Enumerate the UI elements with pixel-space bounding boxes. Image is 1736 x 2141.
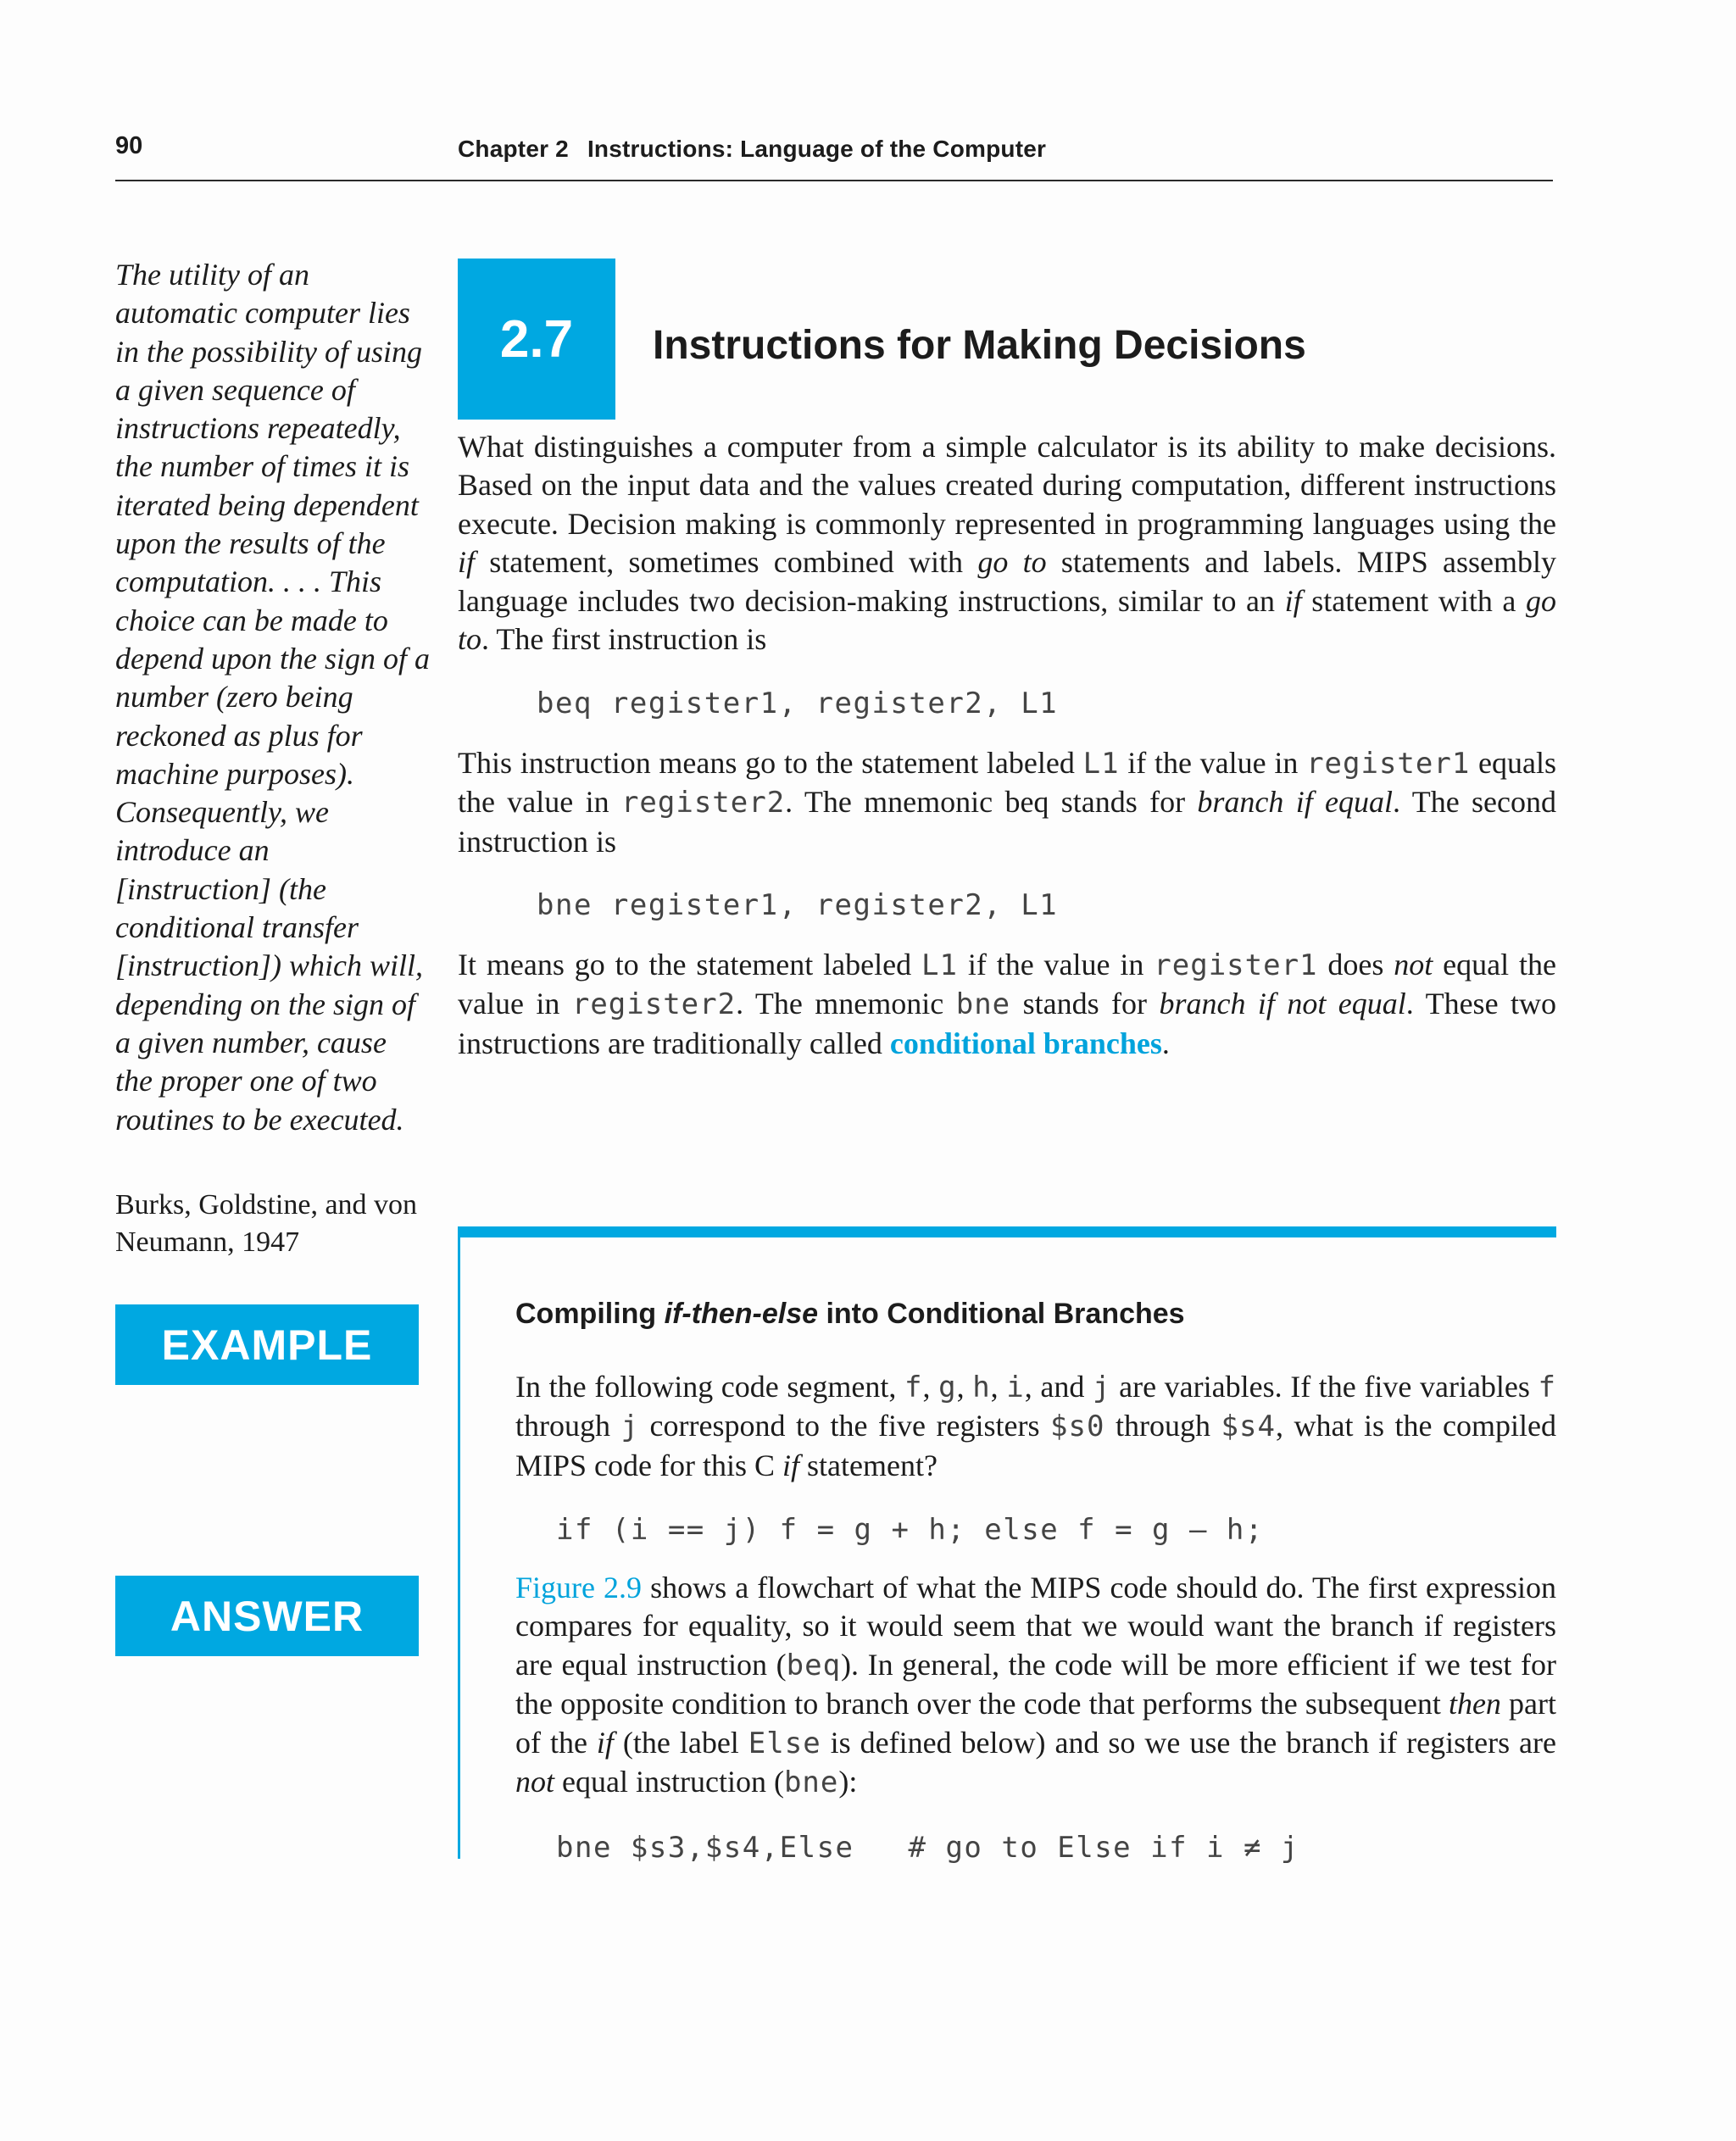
example-label: EXAMPLE: [115, 1304, 419, 1385]
code-inline-j: j: [1093, 1371, 1111, 1404]
ex-text-10: , what is the compiled MIPS code for this C: [515, 1409, 1557, 1482]
chapter-title: Instructions: Language of the Computer: [587, 136, 1047, 162]
bne-text-7: . These two instructions are traditionally called: [458, 987, 1556, 1060]
bne-text-1: It means go to the statement labeled: [458, 948, 921, 982]
bne-text-8: .: [1161, 1026, 1170, 1060]
beq-em: branch if equal: [1197, 785, 1394, 820]
section-number: 2.7: [458, 259, 615, 420]
intro-paragraph: [458, 428, 1556, 659]
code-if-statement: if (i == j) f = g + h; else f = g – h;: [556, 1513, 1264, 1547]
ans-text-4: (the label: [613, 1725, 748, 1760]
ex-text-4: ,: [990, 1370, 1007, 1404]
code-bne-else: [556, 1831, 1299, 1865]
intro-text-1: What distinguishes a computer from a simple calculator is its ability to make decisions. Based on the input data and the values created during computation, different instructions execute. Decision making is commonly represented in programming languages using the: [458, 430, 1556, 541]
beq-text-5: . The second instruction is: [458, 785, 1556, 859]
ans-text-6: equal instruction (: [554, 1765, 784, 1799]
code-inline-s0: $s0: [1050, 1410, 1105, 1444]
code-comment: # go to Else if i ≠ j: [908, 1831, 1299, 1865]
bne-text-6: stands for: [1010, 987, 1160, 1021]
bne-em-not: not: [1394, 948, 1433, 982]
code-inline-else: Else: [748, 1726, 821, 1760]
intro-em-if: if: [458, 545, 476, 580]
intro-em-goto-2: go to: [458, 583, 1557, 657]
beq-text-1: This instruction means go to the statement labeled: [458, 746, 1083, 780]
code-inline-s4: $s4: [1221, 1410, 1276, 1444]
ex-text-2: ,: [922, 1370, 939, 1404]
beq-text-3: equals the value in: [458, 746, 1556, 820]
ans-text-5: is defined below) and so we use the branch if registers are: [821, 1725, 1557, 1760]
ex-text-3: ,: [956, 1370, 973, 1404]
ans-em-then: then: [1448, 1687, 1501, 1721]
bne-em: branch if not equal: [1159, 987, 1406, 1021]
example-left-rule: [458, 1226, 460, 1859]
ans-text-7: ):: [838, 1765, 858, 1799]
code-bne-instruction: bne $s3,$s4,Else: [556, 1831, 854, 1865]
code-inline-register2: register2: [571, 987, 737, 1022]
beq-text-2: if the value in: [1119, 746, 1307, 780]
code-inline-j-2: j: [620, 1410, 640, 1444]
example-top-bar: [458, 1226, 1556, 1237]
code-inline-l1: L1: [921, 948, 958, 982]
code-inline-l1: L1: [1082, 747, 1120, 781]
example-title: [515, 1298, 1185, 1331]
ex-text-5: , and: [1024, 1370, 1093, 1404]
code-inline-register1: register1: [1154, 948, 1318, 982]
example-title-em: if-then-else: [664, 1298, 819, 1330]
code-inline-register1: register1: [1306, 747, 1471, 781]
code-inline-g: g: [938, 1371, 957, 1404]
chapter-label: Chapter 2: [458, 136, 569, 162]
intro-em-if-2: if: [1284, 583, 1302, 618]
ans-em-if: if: [596, 1725, 614, 1760]
code-inline-register2: register2: [620, 786, 786, 820]
ans-text-2: ). In general, the code will be more efficient if we test for the opposite condition to branch over the code that performs the subsequent: [515, 1647, 1556, 1721]
code-inline-bne: bne: [955, 987, 1011, 1022]
ex-text-9: through: [1104, 1409, 1221, 1443]
ans-em-not: not: [515, 1765, 555, 1799]
epigraph-source: Burks, Goldstine, and von Neumann, 1947: [115, 1189, 418, 1258]
code-inline-bne: bne: [783, 1766, 839, 1800]
ex-text-11: statement?: [799, 1448, 938, 1482]
code-inline-f-2: f: [1538, 1371, 1557, 1404]
bne-text-5: . The mnemonic: [736, 987, 956, 1021]
intro-text-4: statement with a: [1301, 583, 1527, 618]
key-term-conditional-branches: conditional branches: [889, 1026, 1162, 1060]
ex-em-if: if: [782, 1448, 800, 1482]
section-title: Instructions for Making Decisions: [653, 323, 1306, 368]
page-number: 90: [115, 132, 143, 159]
bne-text-3: does: [1317, 948, 1394, 982]
code-inline-beq: beq: [786, 1648, 842, 1682]
ans-text-1: shows a flowchart of what the MIPS code should do. The first expression compares for equality, so it would seem that we would want the branch if registers are equal instruction (: [515, 1571, 1556, 1682]
example-paragraph: [515, 1368, 1556, 1485]
ex-text-8: correspond to the five registers: [639, 1409, 1051, 1443]
ex-text-6: are variables. If the five variables: [1110, 1370, 1538, 1404]
ans-text-3: part of the: [515, 1687, 1556, 1760]
example-title-pre: Compiling: [515, 1298, 665, 1330]
figure-reference-link[interactable]: Figure 2.9: [515, 1571, 643, 1604]
beq-text-4: . The mnemonic beq stands for: [785, 785, 1198, 820]
intro-text-5: . The first instruction is: [481, 622, 767, 657]
code-bne: bne register1, register2, L1: [537, 888, 1059, 922]
code-inline-h: h: [972, 1371, 991, 1404]
epigraph-quote: The utility of an automatic computer lies in the possibility of using a given sequence of instructions repeatedly, the number of times it is iterated being dependent upon the results of the computation. . . . This choice can be made to depend upon the sign of a number (zero being reckoned as plus for machine purposes). Consequently, we introduce an [instruction] (the conditional transfer [instruction]) which will, depending on the sign of a given number, cause the proper one of two routines to be executed.: [115, 258, 430, 1137]
beq-paragraph: [458, 744, 1556, 861]
answer-label: ANSWER: [115, 1576, 419, 1656]
example-title-post: into Conditional Branches: [818, 1298, 1185, 1330]
intro-text-2: statement, sometimes combined with: [475, 545, 978, 580]
intro-em-goto: go to: [977, 545, 1047, 580]
code-beq: beq register1, register2, L1: [537, 687, 1059, 720]
bne-paragraph: [458, 946, 1556, 1063]
running-head: [458, 136, 1046, 163]
answer-paragraph: [515, 1569, 1556, 1802]
ex-text-1: In the following code segment,: [515, 1370, 904, 1404]
bne-text-4: equal the value in: [458, 948, 1556, 1021]
header-rule: [115, 180, 1553, 181]
bne-text-2: if the value in: [957, 948, 1155, 982]
code-inline-i: i: [1006, 1371, 1025, 1404]
ex-text-7: through: [515, 1409, 621, 1443]
code-inline-f: f: [904, 1371, 923, 1404]
intro-text-3: statements and labels. MIPS assembly language includes two decision-making instructions, similar to an: [458, 545, 1556, 618]
